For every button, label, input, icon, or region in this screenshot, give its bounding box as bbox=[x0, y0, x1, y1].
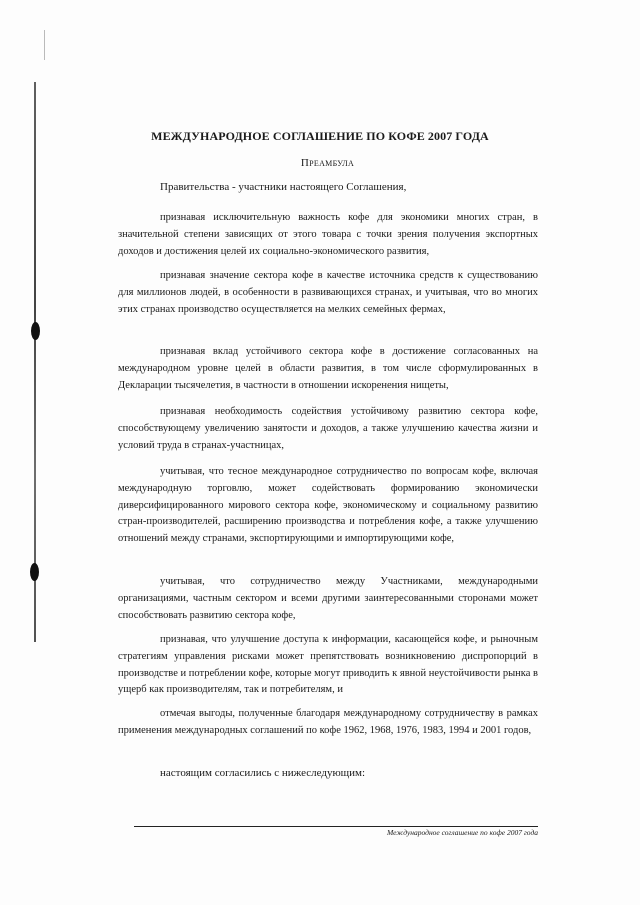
punch-hole-mark bbox=[30, 563, 39, 581]
footer-rule bbox=[134, 826, 538, 827]
preamble-paragraph: учитывая, что сотрудничество между Участниками, международными организациями, частным сектором и всеми другими заинтересованными сторонами может способствовать развитию сектора кофе, bbox=[118, 576, 538, 621]
preamble-paragraph: признавая, что улучшение доступа к информации, касающейся кофе, и рыночным стратегиям управления рисками может препятствовать возникновению диспропорций в производстве и потреблении кофе, которые могут приводить к явной неустойчивости рынка в ущерб как производителям, так и потребителям, и bbox=[118, 634, 538, 696]
page-footer: Международное соглашение по кофе 2007 года bbox=[387, 828, 538, 837]
punch-hole-mark bbox=[31, 322, 40, 340]
preamble-paragraph: признавая значение сектора кофе в качестве источника средств к существованию для миллионов людей, в особенности в развивающихся странах, и учитывая, что во многих этих странах производство осуществляется на мелких семейных фермах, bbox=[118, 270, 538, 315]
scan-margin-mark bbox=[44, 30, 45, 60]
intro-line: Правительства - участники настоящего Соглашения, bbox=[160, 181, 407, 193]
preamble-paragraph: признавая вклад устойчивого сектора кофе в достижение согласованных на международном уровне целей в области развития, в том числе сформулированных в Декларации тысячелетия, в частности в отношении искоренения нищеты, bbox=[118, 346, 538, 391]
preamble-paragraph: признавая исключительную важность кофе для экономики многих стран, в значительной степени зависящих от этого товара с точки зрения получения экспортных доходов и достижения целей их социально-экономического развития, bbox=[118, 212, 538, 257]
closing-line: настоящим согласились с нижеследующим: bbox=[160, 767, 366, 779]
section-heading: Преамбула bbox=[300, 157, 355, 169]
preamble-paragraph: учитывая, что тесное международное сотрудничество по вопросам кофе, включая международную торговлю, может содействовать формированию экономически диверсифицированного мирового сектора кофе, экономическому и социальному развитию стран-производителей, расширению производства и потребления кофе, а также улучшению отношений между странами, экспортирующими и импортирующими кофе, bbox=[118, 466, 538, 545]
preamble-paragraph: признавая необходимость содействия устойчивому развитию сектора кофе, способствующему увеличению занятости и доходов, а также улучшению качества жизни и условий труда в странах-участницах, bbox=[118, 406, 538, 451]
document-title: МЕЖДУНАРОДНОЕ СОГЛАШЕНИЕ ПО КОФЕ 2007 ГОДА bbox=[151, 129, 489, 143]
preamble-paragraph: отмечая выгоды, полученные благодаря международному сотрудничеству в рамках применения международных соглашений по кофе 1962, 1968, 1976, 1983, 1994 и 2001 годов, bbox=[118, 708, 538, 736]
